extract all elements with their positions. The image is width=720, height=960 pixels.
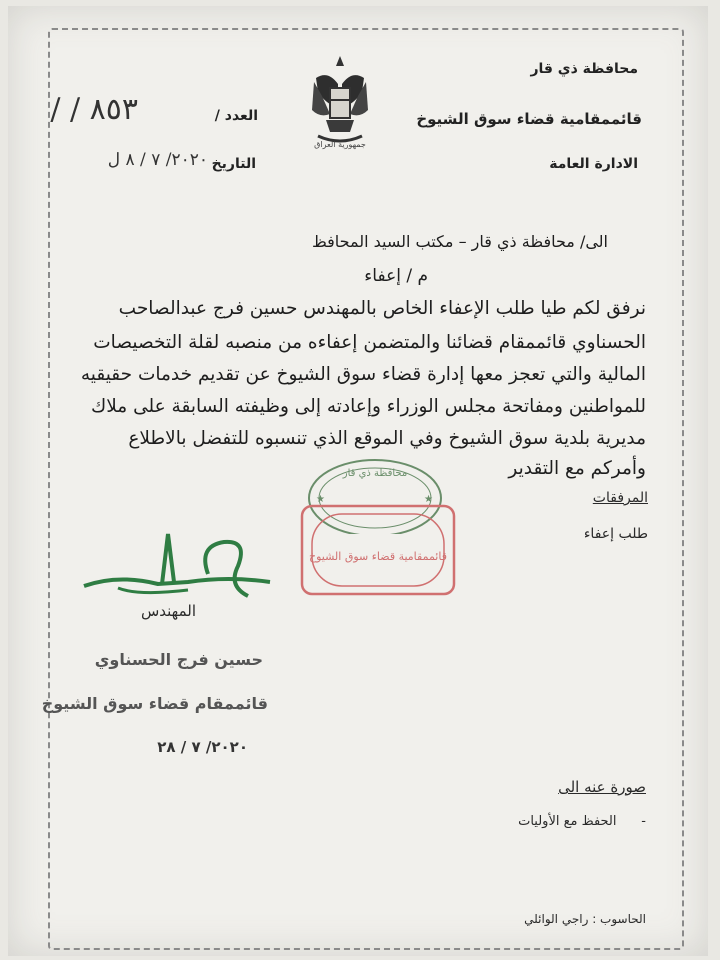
body-line-4: للمواطنين ومفاتحة مجلس الوزراء وإعادته إلى وظيفته السابقة على ملاك xyxy=(91,396,646,417)
computer-operator: الحاسوب : راجي الوائلي xyxy=(524,912,646,926)
signer-name: حسين فرج الحسناوي xyxy=(94,650,263,669)
department-title: الادارة العامة xyxy=(549,156,638,172)
attachment-item: طلب إعفاء xyxy=(583,526,648,542)
copy-to-label: صورة عنه الى xyxy=(558,778,646,796)
date-value: ٢٠٢٠/ ٧ / ٨ ل xyxy=(107,150,208,170)
body-line-5: مديرية بلدية سوق الشيوخ وفي الموقع الذي تنسبوه للتفضل بالاطلاع xyxy=(128,428,646,449)
body-line-2: الحسناوي قائممقام قضائنا والمتضمن إعفاءه من منصبه لقلة التخصيصات xyxy=(93,332,646,353)
red-stamp-text: قائممقامية قضاء سوق الشيوخ xyxy=(309,550,447,563)
governorate-title: محافظة ذي قار xyxy=(530,61,638,77)
green-stamp-text: محافظة ذي قار xyxy=(342,468,408,479)
star-icon: ★ xyxy=(316,494,325,505)
district-title: قائممقامية قضاء سوق الشيوخ xyxy=(416,110,642,128)
body-line-6: وأمركم مع التقدير xyxy=(508,458,646,479)
body-line-3: المالية والتي تعجز معها إدارة قضاء سوق الشيوخ عن تقديم خدمات حقيقيه xyxy=(80,364,646,385)
star-icon: ★ xyxy=(424,494,433,505)
copy-bullet: - xyxy=(641,814,646,829)
district-stamp-red xyxy=(298,502,458,598)
emblem-caption: جمهورية العراق xyxy=(314,140,366,149)
body-line-1: نرفق لكم طيا طلب الإعفاء الخاص بالمهندس حسين فرج عبدالصاحب xyxy=(118,298,646,319)
addressee: الى/ محافظة ذي قار – مكتب السيد المحافظ xyxy=(311,232,608,251)
subject-line: م / إعفاء xyxy=(364,266,428,286)
attachments-label: المرفقات xyxy=(592,490,648,506)
copy-item-text: الحفظ مع الأوليات xyxy=(518,814,617,829)
number-label: العدد / xyxy=(214,108,258,124)
signature-date: ٢٠٢٠/ ٧ / ٢٨ xyxy=(157,738,248,756)
signer-title: المهندس xyxy=(140,602,196,620)
copy-to-item xyxy=(518,814,646,829)
date-label: التاريخ xyxy=(211,156,256,172)
number-value: ٨٥٣ / / xyxy=(50,92,138,127)
signer-position: قائممقام قضاء سوق الشيوخ xyxy=(41,694,268,713)
document-page xyxy=(8,6,708,956)
